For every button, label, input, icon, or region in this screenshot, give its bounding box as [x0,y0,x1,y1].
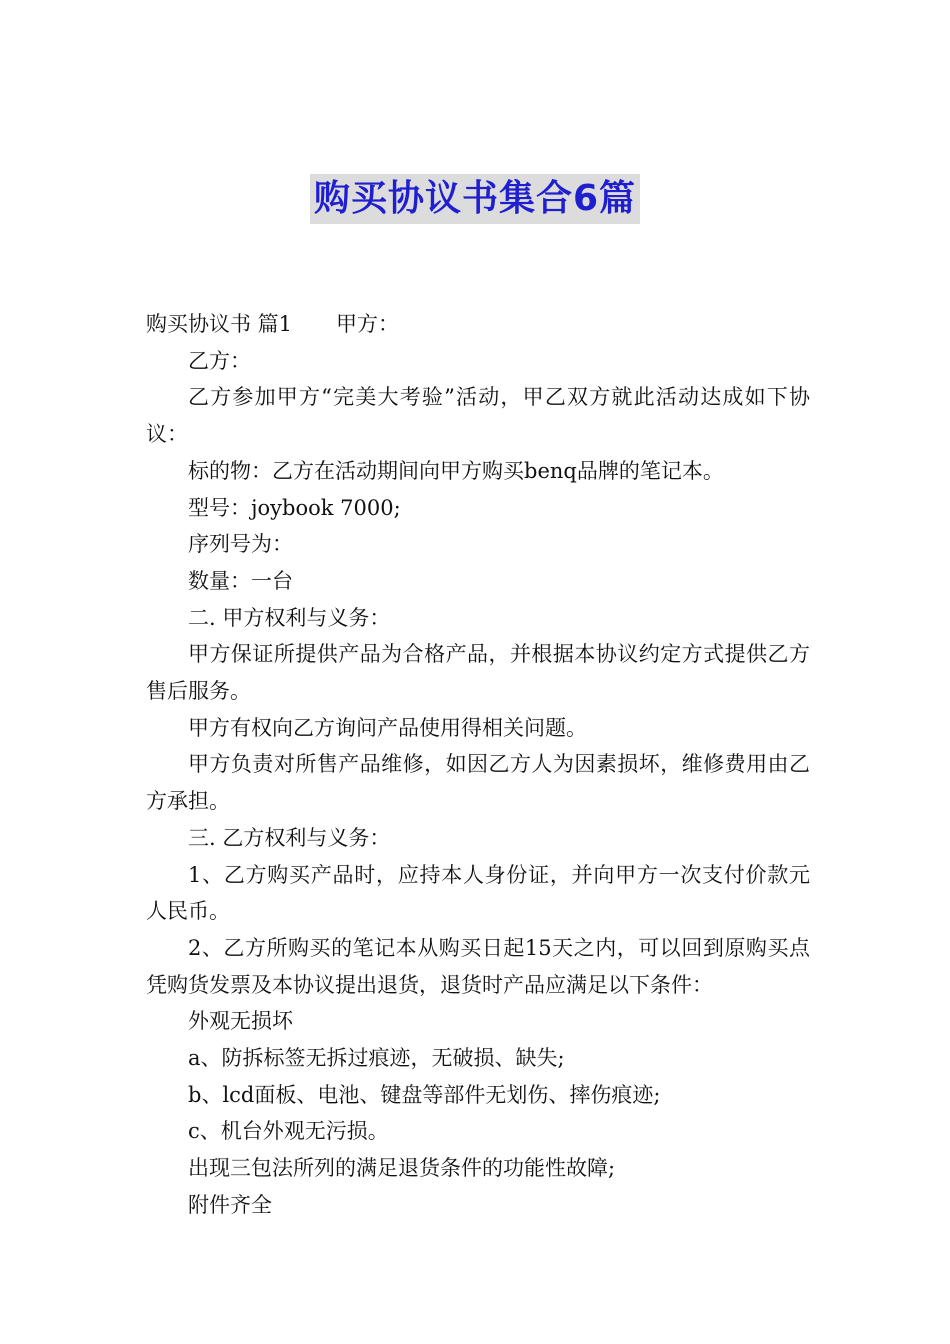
document-body [146,306,810,1224]
section-label: 购买协议书 篇1 [146,312,293,336]
title-container [0,174,950,224]
paragraph: c、机台外观无污损。 [188,1119,389,1144]
document-title: 购买协议书集合6篇 [310,174,640,224]
paragraph: 甲方负责对所售产品维修，如因乙方人为因素损坏，维修费用由乙方承担。 [146,752,810,814]
paragraph: 标的物：乙方在活动期间向甲方购买benq品牌的笔记本。 [188,458,724,483]
paragraph: 甲方有权向乙方询问产品使用得相关问题。 [188,715,587,740]
paragraph: 1、乙方购买产品时，应持本人身份证，并向甲方一次支付价款元人民币。 [146,862,810,924]
paragraph: 附件齐全 [188,1192,272,1217]
paragraph: 型号：joybook 7000; [188,495,401,520]
paragraph: a、防拆标签无拆过痕迹，无破损、缺失; [188,1046,565,1071]
paragraph: 数量：一台 [188,568,293,593]
section-heading [146,306,810,343]
party-a-label: 甲方： [336,312,400,336]
paragraph: 序列号为： [188,532,293,557]
paragraph: 二. 甲方权利与义务： [188,605,391,630]
paragraph: 乙方： [188,348,251,373]
paragraph: 三. 乙方权利与义务： [188,825,391,850]
paragraph: 2、乙方所购买的笔记本从购买日起15天之内，可以回到原购买点凭购货发票及本协议提出退货，退货时产品应满足以下条件： [146,935,810,997]
paragraph: b、lcd面板、电池、键盘等部件无划伤、摔伤痕迹; [188,1082,661,1107]
paragraph: 外观无损坏 [188,1009,293,1034]
paragraph: 出现三包法所列的满足退货条件的功能性故障; [188,1156,616,1181]
paragraph: 甲方保证所提供产品为合格产品，并根据本协议约定方式提供乙方售后服务。 [146,642,810,704]
paragraph: 乙方参加甲方“完美大考验”活动，甲乙双方就此活动达成如下协议： [146,385,810,447]
